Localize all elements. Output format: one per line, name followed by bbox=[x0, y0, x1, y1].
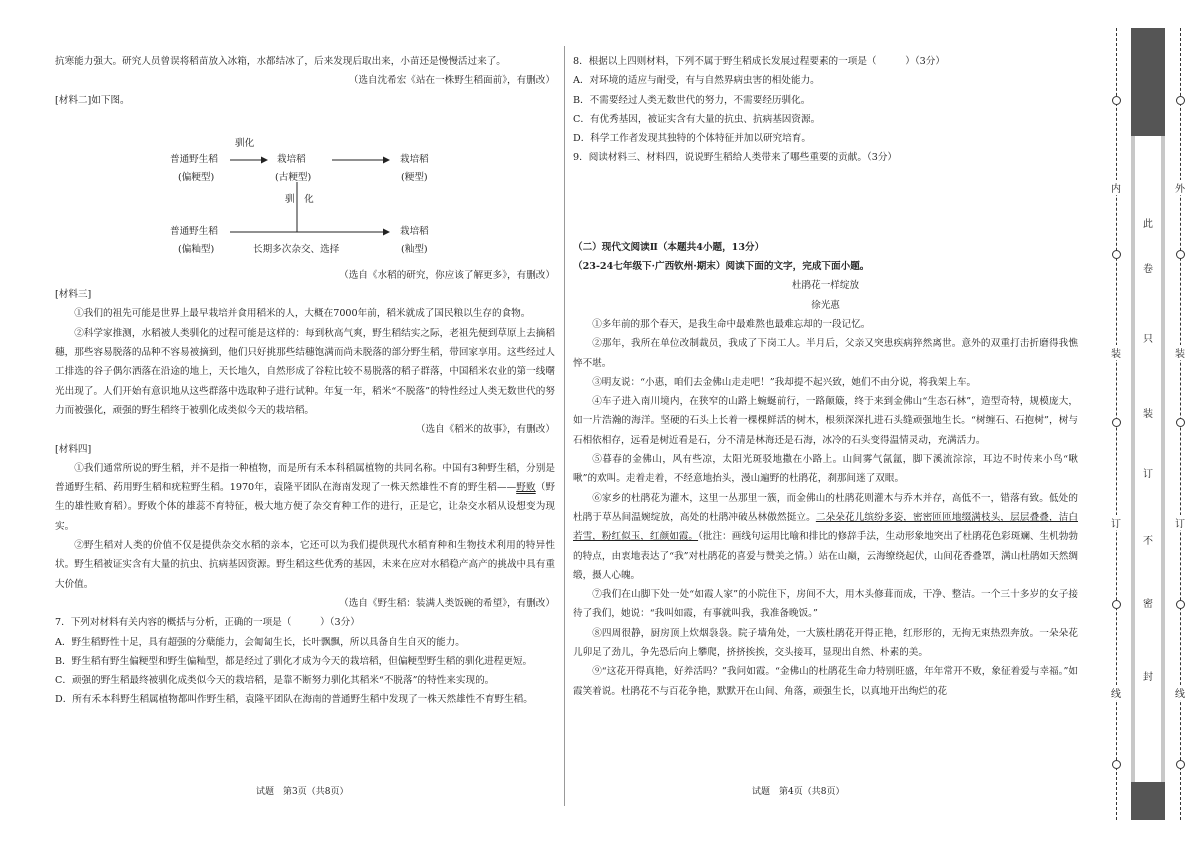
strip-char: 只 bbox=[1143, 334, 1153, 345]
diagram-vertical-label: 驯 化 bbox=[285, 193, 314, 205]
diagram-node-sub: (粳型) bbox=[401, 171, 428, 183]
diagram-node-sub: (籼型) bbox=[401, 243, 428, 255]
m4-underlined-term: 野败 bbox=[516, 482, 536, 494]
question-8-option-a: A．对环境的适应与耐受，有与自然界病虫害的相处能力。 bbox=[573, 75, 820, 87]
strip-char: 此 bbox=[1143, 219, 1153, 230]
e6-text-a: ⑥家乡的杜鹃花为灌木，这里一丛那里一簇，而金佛山的杜鹃花则灌木与乔木并存，高低不一，错落有致。低处的杜鹃于草丛间温婉绽放，高处的杜鹃冲破丛林傲然挺立。 bbox=[573, 492, 1078, 523]
question-7-option-d: D．所有禾本科野生稻属植物都叫作野生稻，袁隆平团队在海南的普通野生稻中发现了一株天然雄性不育野生稻。 bbox=[55, 694, 533, 706]
essay-paragraph-1: ①多年前的那个春天，是我生命中最难熬也最难忘却的一段记忆。 bbox=[592, 318, 871, 330]
binding-hole-circle bbox=[1112, 418, 1121, 427]
question-8-option-d: D．科学工作者发现其独特的个体特征并加以研究培育。 bbox=[573, 133, 811, 145]
diagram-arrow-label: 长期多次杂交、选择 bbox=[253, 243, 340, 255]
m4-text-a: ①我们通常所说的野生稻，并不是指一种植物，而是所有禾本科稻属植物的共同名称。中国有3种野生稻，分别是普通野生稻、药用野生稻和疣粒野生稻。1970年，袁隆平团队在海南发现了一株天然雄性不育的野生稻—— bbox=[55, 462, 555, 494]
material-3-heading: [材料三] bbox=[55, 289, 92, 301]
binding-hole-circle bbox=[1176, 760, 1185, 769]
material-3-paragraph-1: ①我们的祖先可能是世界上最早栽培并食用稻米的人，大概在7000年前，稻米就成了国民粮以生存的食物。 bbox=[74, 308, 531, 320]
question-9: 9．阅读材料三、材料四，说说野生稻给人类带来了哪些重要的贡献。（3分） bbox=[573, 152, 898, 164]
diagram-node-sub: (古粳型) bbox=[275, 171, 312, 183]
essay-paragraph-7: ⑦我们在山脚下处一处“如霞人家”的小院住下，房间不大，用木头修葺而成，干净、整洁。一个三十多岁的女子接待了我们，她说：“我叫如霞，有事就叫我，我准备晚饭。” bbox=[573, 589, 1078, 620]
outer-ding: 订 bbox=[1173, 515, 1187, 530]
binding-hole-circle bbox=[1112, 600, 1121, 609]
e6-underlined-sentence: 二朵朵花儿缤纷多姿，密密匝匝地缀满枝头，层层叠叠，洁白若雪，粉红似玉，红颜如霞。 bbox=[573, 511, 1079, 543]
essay-paragraph-3: ③明友说：“小惠，咱们去金佛山走走吧！”我却提不起兴致，她们不由分说，将我架上车。 bbox=[592, 376, 977, 388]
section-instructions: （23-24七年级下·广西钦州·期末）阅读下面的文字，完成下面小题。 bbox=[573, 261, 870, 273]
m4-text-b: （野生的雄性败育稻）。野败个体的雄蕊不育特征，极大地方便了杂交育种工作的进行，正是它，让杂交水稻从设想变为现实。 bbox=[55, 482, 556, 532]
outer-label: 外 bbox=[1173, 180, 1187, 195]
left-column bbox=[55, 52, 555, 710]
strip-char: 密 bbox=[1143, 599, 1153, 610]
source-citation-1: （选自沈希宏《站在一株野生稻面前》，有删改） bbox=[348, 75, 555, 87]
question-8-option-b: B．不需要经过人类无数世代的努力，不需要经历驯化。 bbox=[573, 94, 811, 106]
right-column bbox=[573, 52, 1078, 701]
source-citation-2: （选自《水稻的研究，你应该了解更多》，有删改） bbox=[339, 269, 555, 281]
material-2-heading: [材料二]如下图。 bbox=[55, 94, 130, 106]
essay-paragraph-4: ④车子进入南川境内，在狭窄的山路上蜿蜒前行，一路颠簸，终于来到金佛山“生态石林”，造型奇特，规模庞大，如一片浩瀚的海洋。坚硬的石头上长着一棵棵鲜活的树木，根须深深扎进石头缝顽强地生长。“树缠石、石抱树”，树与石相依相存，远看是树近看是石，分不清是林海还是石海，冰冷的石头变得温情灵动，充满活力。 bbox=[573, 396, 1078, 446]
binding-hole-circle bbox=[1176, 600, 1185, 609]
strip-char: 封 bbox=[1143, 672, 1153, 683]
diagram-node-wild-indica-leaning: 普通野生稻 bbox=[170, 153, 218, 165]
binding-hole-circle bbox=[1112, 760, 1121, 769]
essay-author: 徐光惠 bbox=[811, 299, 840, 311]
essay-paragraph-6 bbox=[573, 489, 1078, 585]
question-7: 7．下列对材料有关内容的概括与分析，正确的一项是（ ）（3分） bbox=[55, 617, 360, 629]
source-citation-4: （选自《野生稻：装满人类饭碗的希望》，有删改） bbox=[339, 597, 555, 609]
question-7-option-c: C．顽强的野生稻最终被驯化成类似今天的栽培稻，是靠不断努力驯化其稻米“不脱落”的特性来实现的。 bbox=[55, 675, 495, 687]
answer-space bbox=[573, 168, 1078, 238]
page-footer-left: 试题 第3页（共8页） bbox=[256, 787, 349, 797]
inner-xian: 线 bbox=[1109, 685, 1123, 700]
seal-strip-inner bbox=[1135, 136, 1161, 782]
outer-xian: 线 bbox=[1173, 685, 1187, 700]
section-heading: （二）现代文阅读Ⅱ（本题共4小题，13分） bbox=[573, 241, 765, 253]
inner-ding: 订 bbox=[1109, 515, 1123, 530]
page-footer-right: 试题 第4页（共8页） bbox=[752, 787, 845, 797]
essay-paragraph-2: ②那年，我所在单位改制裁员，我成了下岗工人。半月后，父亲又突患疾病猝然离世。意外的双重打击折磨得我憔悴不堪。 bbox=[573, 338, 1078, 369]
material-4-heading: [材料四] bbox=[55, 443, 92, 455]
strip-char: 订 bbox=[1143, 469, 1153, 480]
binding-hole-circle bbox=[1176, 96, 1185, 105]
essay-title: 杜鹃花一样绽放 bbox=[791, 280, 860, 292]
diagram-node-sub: (偏籼型) bbox=[178, 243, 215, 255]
source-citation-3: （选自《稻米的故事》，有删改） bbox=[415, 424, 555, 436]
material-4-paragraph-1 bbox=[55, 459, 555, 536]
diagram-arrow-label: 驯化 bbox=[235, 137, 255, 149]
seal-strip-bottom bbox=[1131, 782, 1165, 820]
binding-hole-circle bbox=[1112, 250, 1121, 259]
material-3-paragraph-2: ②科学家推测，水稻被人类驯化的过程可能是这样的：每到秋高气爽，野生稻结实之际，老祖先便到草原上去摘稻穗，那些容易脱落的品种不容易被摘到，他们只好挑那些结穗饱满而尚未脱落的部分野生稻，带回家享用。这些经过人工排选的谷子偶尔洒落在沿途的地上，天长地久，自然形成了谷粒比较不易脱落的稻子群落，中国稻米农业的第一线曙光出现了。人们开始有意识地从这些群落中选取种子进行试种。年复一年，稻米“不脱落”的特性经过人类无数世代的努力而被强化，顽强的野生稻终于被驯化成类似今天的栽培稻。 bbox=[55, 327, 555, 416]
diagram-node-indica: 栽培稻 bbox=[400, 225, 429, 237]
essay-paragraph-5: ⑤暮春的金佛山，风有些凉，太阳光斑驳地撒在小路上。山间雾气氤氲，脚下溪流淙淙，耳边不时传来小鸟“啾啾”的欢叫。走着走着，不经意地抬头，漫山遍野的杜鹃花，刹那间迷了双眼。 bbox=[573, 454, 1078, 485]
strip-char: 不 bbox=[1143, 536, 1153, 547]
rice-domestication-diagram bbox=[55, 110, 555, 266]
seal-strip-top bbox=[1131, 28, 1165, 136]
strip-char: 卷 bbox=[1143, 264, 1153, 275]
diagram-node-japonica: 栽培稻 bbox=[400, 153, 429, 165]
question-8-option-c: C．有优秀基因，被证实含有大量的抗虫、抗病基因资源。 bbox=[573, 113, 821, 125]
question-8: 8．根据以上四则材料，下列不属于野生稻成长发展过程要素的一项是（ ）（3分） bbox=[573, 56, 945, 67]
binding-hole-circle bbox=[1176, 418, 1185, 427]
outer-zhuang: 装 bbox=[1173, 345, 1187, 360]
diagram-node-ancient-japonica: 栽培稻 bbox=[277, 153, 306, 165]
binding-hole-circle bbox=[1176, 250, 1185, 259]
material-4-paragraph-2: ②野生稻对人类的价值不仅是提供杂交水稻的亲本，它还可以为我们提供现代水稻育种和生物技术利用的特异性状。野生稻被证实含有大量的抗虫、抗病基因资源。野生稻这些优秀的基因，未来在应对水稻稳产高产的挑战中具有重大价值。 bbox=[55, 540, 555, 590]
diagram-node-sub: (偏粳型) bbox=[178, 171, 215, 183]
diagram-node-wild-japonica-leaning: 普通野生稻 bbox=[170, 225, 218, 237]
question-7-option-a: A．野生稻野性十足，具有超强的分蘖能力，会匍匐生长，长叶飘飘，所以具备自生自灭的能力。 bbox=[55, 636, 465, 648]
continuation-line: 抗寒能力强大。研究人员曾误将稻苗放入冰箱，水都结冰了，后来发现后取出来，小苗还是慢慢活过来了。 bbox=[55, 56, 506, 67]
strip-char: 装 bbox=[1143, 409, 1153, 420]
e6-text-b: （批注：画线句运用比喻和排比的修辞手法，生动形象地突出了杜鹃花色彩斑斓、生机勃勃的特点，由衷地表达了“我”对杜鹃花的喜爱与赞美之情。）站在山巅，云海缭绕起伏，山间花香叠罩，满山杜鹃如天然绸缎，摄人心魄。 bbox=[573, 531, 1079, 581]
question-7-option-b: B．野生稻有野生偏粳型和野生偏籼型，都是经过了驯化才成为今天的栽培稻，但偏粳型野生稻的驯化进程更短。 bbox=[55, 655, 533, 667]
binding-hole-circle bbox=[1112, 96, 1121, 105]
column-divider bbox=[564, 46, 565, 806]
inner-label: 内 bbox=[1109, 180, 1123, 195]
inner-zhuang: 装 bbox=[1109, 345, 1123, 360]
essay-paragraph-9: ⑨“这花开得真艳，好养活吗？”我问如霞。“金佛山的杜鹃花生命力特别旺盛，年年常开不败，象征着爱与幸福。”如霞笑着说。杜鹃花不与百花争艳，默默开在山间、角落，顽强生长，以真地开出绚烂的花 bbox=[573, 666, 1078, 697]
essay-paragraph-8: ⑧四周很静，厨房顶上炊烟袅袅。院子墙角处，一大簇杜鹃花开得正艳，红形形的，无拘无束热烈奔放。一朵朵花儿卯足了劲儿，争先恐后向上攀爬，挤挤挨挨，交头接耳，显现出自然、朴素的美。 bbox=[573, 627, 1078, 659]
